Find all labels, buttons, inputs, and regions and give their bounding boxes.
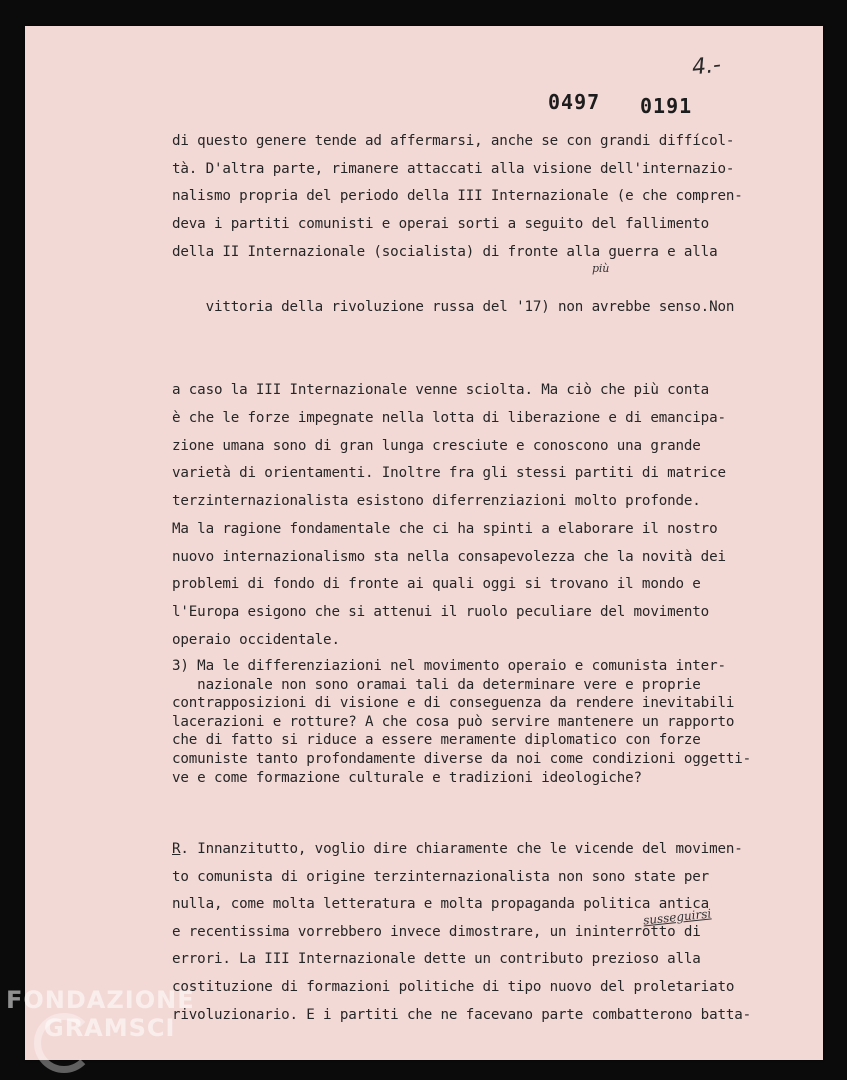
archive-stamp-right: 0191	[640, 94, 693, 118]
watermark-line: GRAMSCI	[44, 1014, 176, 1042]
question-line: ve e come formazione culturale e tradizioni ideologiche?	[172, 769, 642, 786]
body-line: è che le forze impegnate nella lotta di liberazione e di emancipa-	[172, 410, 726, 427]
answer-marker: R	[172, 841, 181, 857]
answer-line: errori. La III Internazionale dette un contributo prezioso alla	[172, 951, 701, 968]
question-line: lacerazioni e rotture? A che cosa può servire mantenere un rapporto	[172, 713, 735, 730]
body-line: zione umana sono di gran lunga cresciute e conoscono una grande	[172, 437, 701, 454]
answer-line: e recentissima vorrebbero invece dimostrare, un ininterrotto di	[172, 923, 701, 940]
handwritten-page-number: 4.-	[690, 52, 723, 81]
body-line: tà. D'altra parte, rimanere attaccati alla visione dell'internazio-	[172, 160, 735, 177]
watermark	[6, 988, 195, 1040]
answer-line	[172, 836, 743, 864]
body-line: deva i partiti comunisti e operai sorti a seguito del fallimento	[172, 216, 710, 233]
answer-line: nulla, come molta letteratura e molta propaganda politica antica	[172, 896, 710, 913]
question-line: che di fatto si riduce a essere meramente diplomatico con forze	[172, 732, 701, 749]
question-paragraph	[172, 657, 752, 787]
body-line: problemi di fondo di fronte ai quali oggi si trovano il mondo e	[172, 576, 701, 593]
archive-stamp-left: 0497	[548, 90, 601, 114]
handwritten-insert: susseguirsi	[642, 906, 712, 928]
body-line: operaio occidentale.	[172, 631, 340, 648]
question-line: comuniste tanto profondamente diverse da noi come condizioni oggetti-	[172, 750, 752, 767]
body-line: Ma la ragione fondamentale che ci ha spinti a elaborare il nostro	[172, 520, 718, 537]
answer-line-text: . Innanzitutto, voglio dire chiaramente che le vicende del movimen-	[180, 841, 743, 857]
question-line: 3) Ma le differenziazioni nel movimento operaio e comunista inter-	[172, 658, 726, 674]
answer-line: costituzione di formazioni politiche di tipo nuovo del proletariato	[172, 978, 735, 995]
answer-paragraph	[172, 836, 752, 1029]
body-line: varietà di orientamenti. Inoltre fra gli stessi partiti di matrice	[172, 465, 726, 482]
handwritten-insert: più	[592, 261, 610, 275]
body-line: terzinternazionalista esistono diferrenziazioni molto profonde.	[172, 493, 701, 510]
body-line: vittoria della rivoluzione russa del '17) non avrebbe senso.Non	[205, 299, 735, 316]
answer-line: rivoluzionario. E i partiti che ne facevano parte combatterono batta-	[172, 1006, 752, 1023]
body-line: nuovo internazionalismo sta nella consapevolezza che la novità dei	[172, 548, 726, 565]
body-line: di questo genere tende ad affermarsi, anche se con grandi diffícol-	[172, 133, 735, 149]
body-line: della II Internazionale (socialista) di fronte alla guerra e alla	[172, 243, 718, 260]
body-line: l'Europa esigono che si attenui il ruolo peculiare del movimento	[172, 603, 710, 620]
question-line: nazionale non sono oramai tali da determinare vere e proprie	[172, 676, 701, 693]
body-line-with-insert	[172, 261, 735, 378]
answer-line: to comunista di origine terzinternazionalista non sono state per	[172, 868, 710, 885]
watermark-line: FONDAZIONE	[6, 986, 195, 1014]
body-line: nalismo propria del periodo della III Internazionale (e che compren-	[172, 188, 743, 205]
body-line: a caso la III Internazionale venne sciolta. Ma ciò che più conta	[172, 382, 710, 399]
question-line: contrapposizioni di visione e di conseguenza da rendere inevitabili	[172, 695, 735, 712]
body-paragraph	[172, 128, 743, 654]
